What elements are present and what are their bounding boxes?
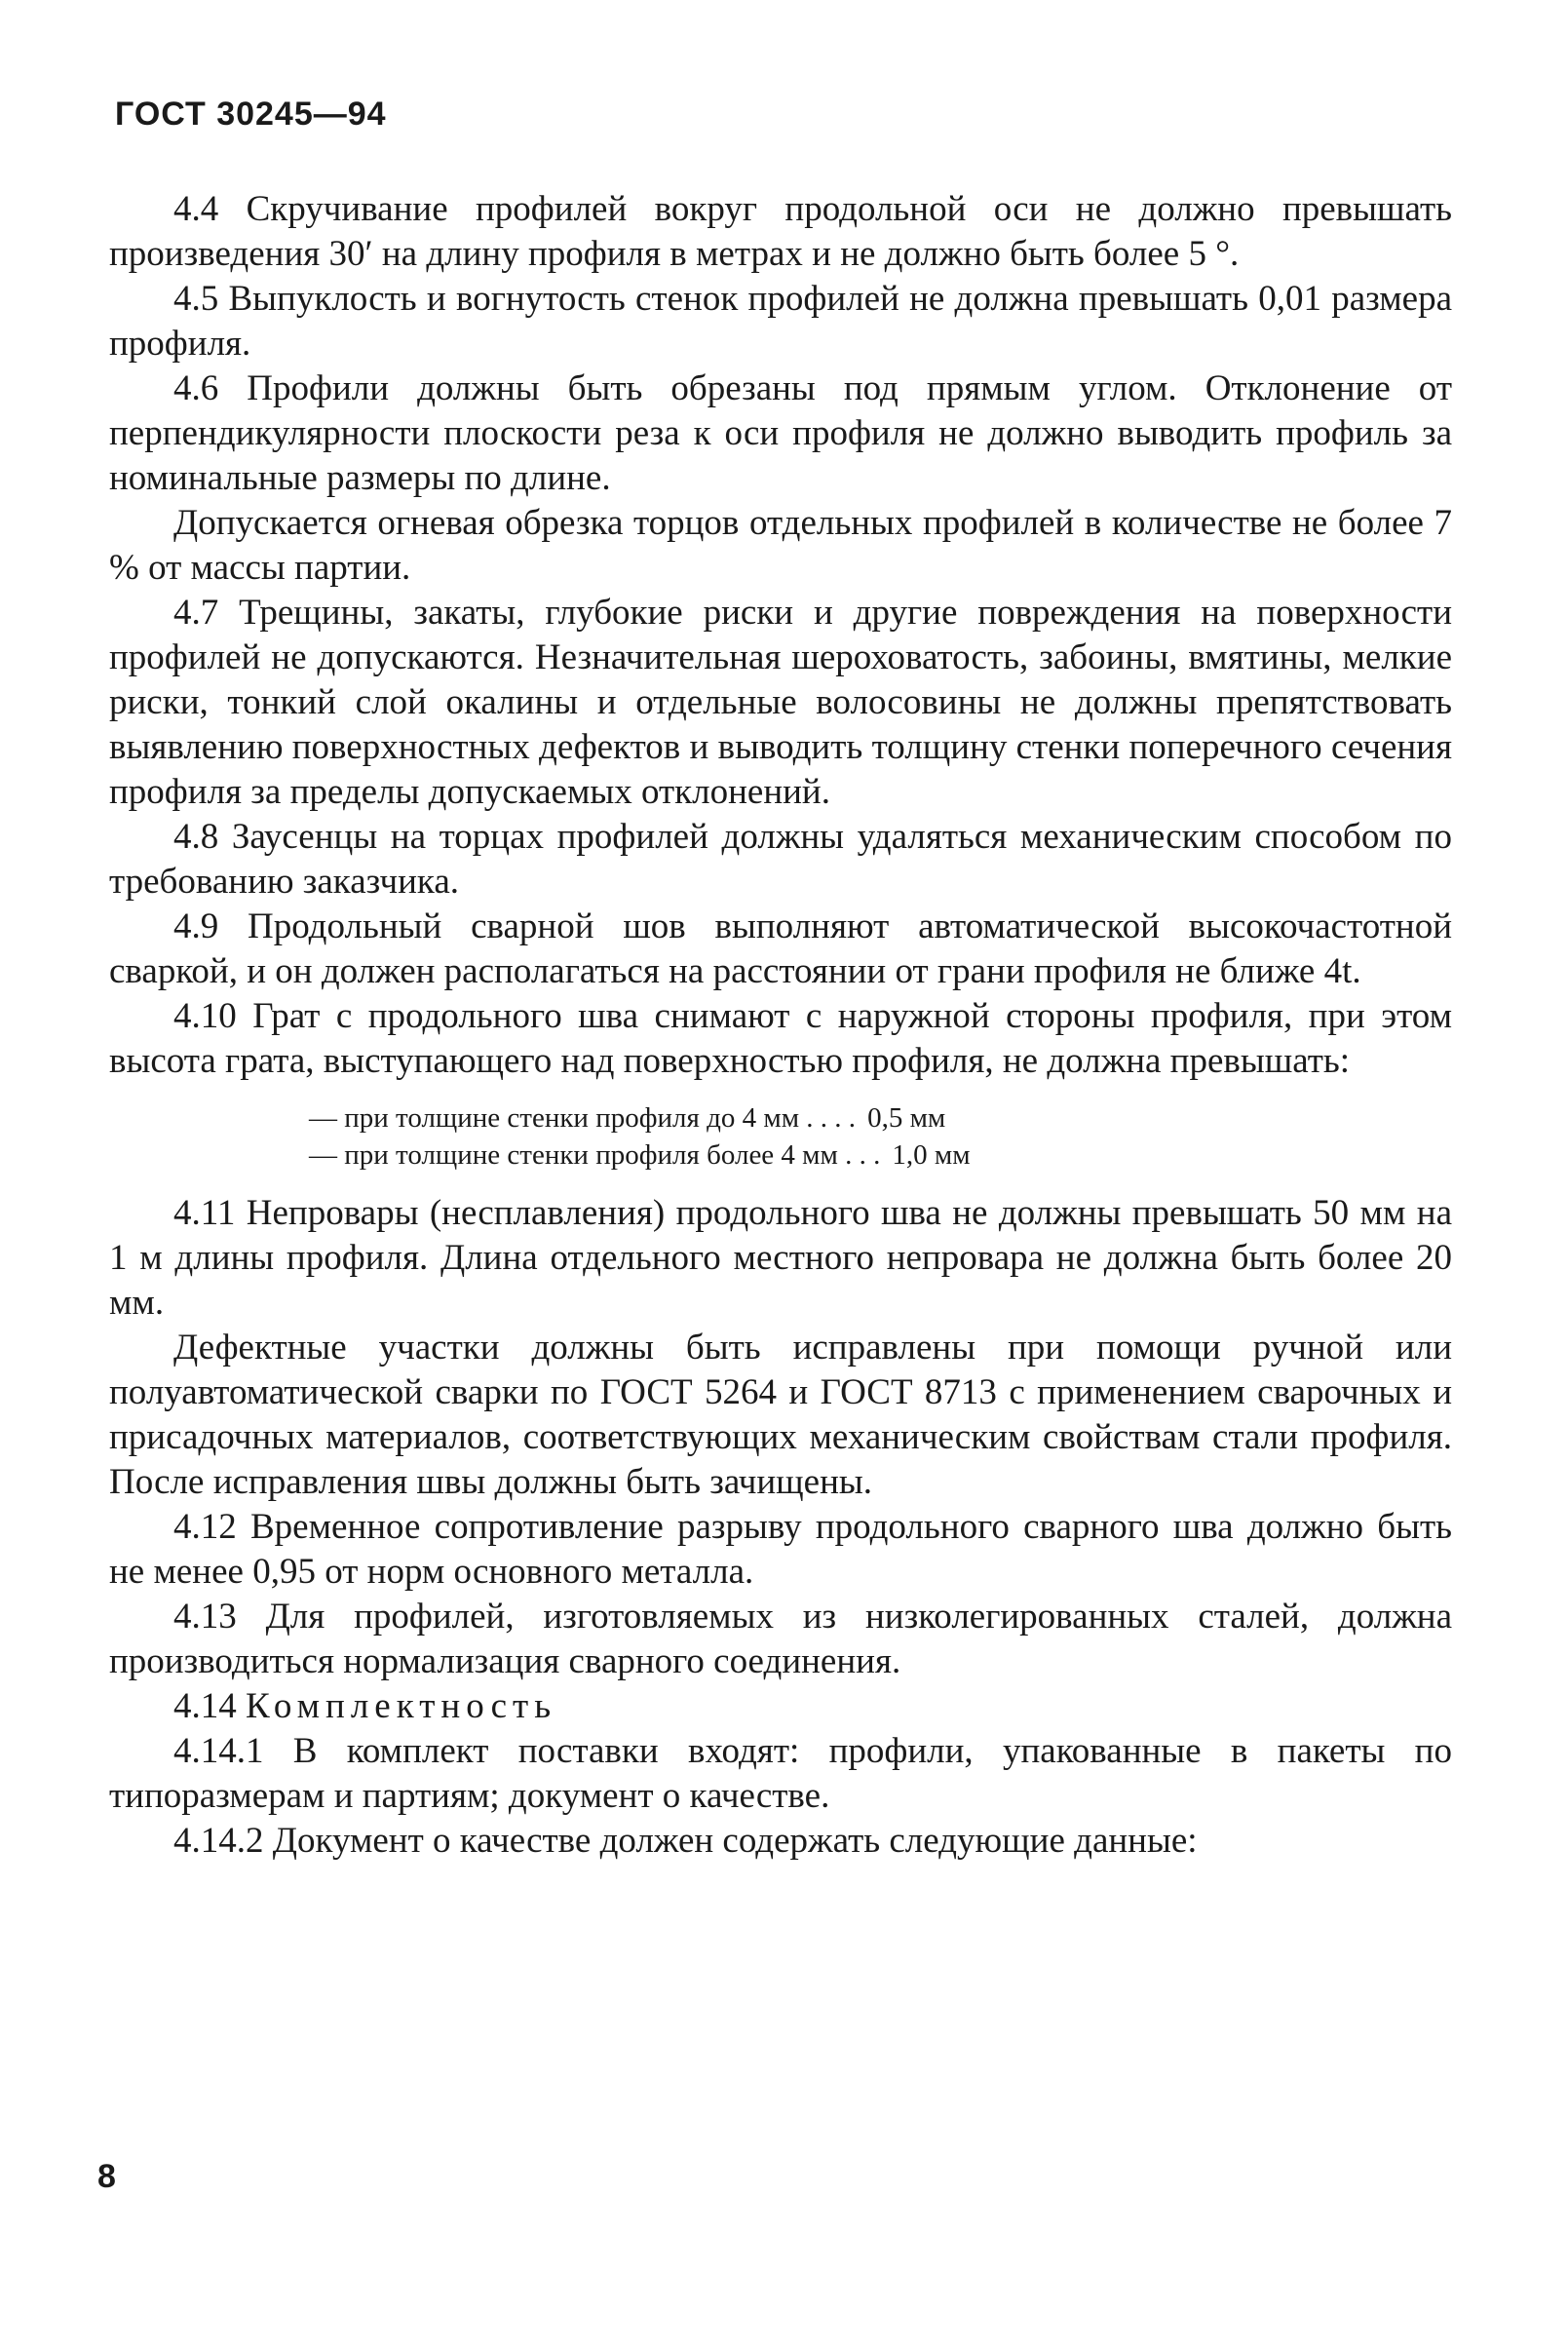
list-item-label: — при толщине стенки профиля до 4 мм . . . . <box>309 1102 857 1134</box>
paragraph-fire-cutting: Допускается огневая обрезка торцов отдельных профилей в количестве не более 7 % от массы партии. <box>109 503 1452 588</box>
document-header: ГОСТ 30245—94 <box>115 96 387 133</box>
list-item-value: 0,5 мм <box>867 1102 946 1134</box>
paragraph-4-4: 4.4 Скручивание профилей вокруг продольной оси не должно превышать произведения 30′ на длину профиля в метрах и не должно быть более 5 °. <box>109 189 1452 274</box>
page-number: 8 <box>97 2158 116 2195</box>
paragraph-4-5: 4.5 Выпуклость и вогнутость стенок профилей не должна превышать 0,01 размера профиля. <box>109 279 1452 364</box>
paragraph-4-7: 4.7 Трещины, закаты, глубокие риски и другие повреждения на поверхности профилей не допускаются. Незначительная шероховатость, забоины, вмятины, мелкие риски, тонкий слой окалины и отдельные волосовины не должны препятствовать выявлению поверхностных дефектов и выводить толщину стенки поперечного сечения профиля за пределы допускаемых отклонений. <box>109 593 1452 812</box>
paragraph-4-10: 4.10 Грат с продольного шва снимают с наружной стороны профиля, при этом высота грата, выступающего над поверхностью профиля, не должна превышать: <box>109 996 1452 1081</box>
paragraph-4-6: 4.6 Профили должны быть обрезаны под прямым углом. Отклонение от перпендикулярности плоскости реза к оси профиля не должно выводить профиль за номинальные размеры по длине. <box>109 368 1452 498</box>
paragraph-4-13: 4.13 Для профилей, изготовляемых из низколегированных сталей, должна производиться нормализация сварного соединения. <box>109 1597 1452 1681</box>
section-heading-4-14 <box>109 1684 1452 1729</box>
section-title: Комплектность <box>246 1686 557 1726</box>
list-item-label: — при толщине стенки профиля более 4 мм . . . <box>309 1139 881 1171</box>
list-item-value: 1,0 мм <box>892 1139 971 1171</box>
paragraph-defect-repair: Дефектные участки должны быть исправлены при помощи ручной или полуавтоматической сварки по ГОСТ 5264 и ГОСТ 8713 с применением сварочных и присадочных материалов, соответствующих механическим свойствам стали профиля. После исправления швы должны быть зачищены. <box>109 1328 1452 1502</box>
section-number: 4.14 <box>173 1686 237 1726</box>
document-body <box>109 187 1452 1864</box>
paragraph-4-12: 4.12 Временное сопротивление разрыву продольного сварного шва должно быть не менее 0,95 от норм основного металла. <box>109 1507 1452 1592</box>
list-item <box>309 1136 1452 1174</box>
list-item <box>309 1099 1452 1136</box>
paragraph-4-11: 4.11 Непровары (несплавления) продольного шва не должны превышать 50 мм на 1 м длины профиля. Длина отдельного местного непровара не должна быть более 20 мм. <box>109 1193 1452 1323</box>
paragraph-4-14-2: 4.14.2 Документ о качестве должен содержать следующие данные: <box>173 1821 1198 1861</box>
paragraph-4-8: 4.8 Заусенцы на торцах профилей должны удаляться механическим способом по требованию заказчика. <box>109 817 1452 902</box>
paragraph-4-9: 4.9 Продольный сварной шов выполняют автоматической высокочастотной сваркой, и он должен располагаться на расстоянии от грани профиля не ближе 4t. <box>109 906 1452 991</box>
burr-height-list <box>109 1099 1452 1174</box>
paragraph-4-14-1: 4.14.1 В комплект поставки входят: профили, упакованные в пакеты по типоразмерам и партиям; документ о качестве. <box>109 1731 1452 1816</box>
